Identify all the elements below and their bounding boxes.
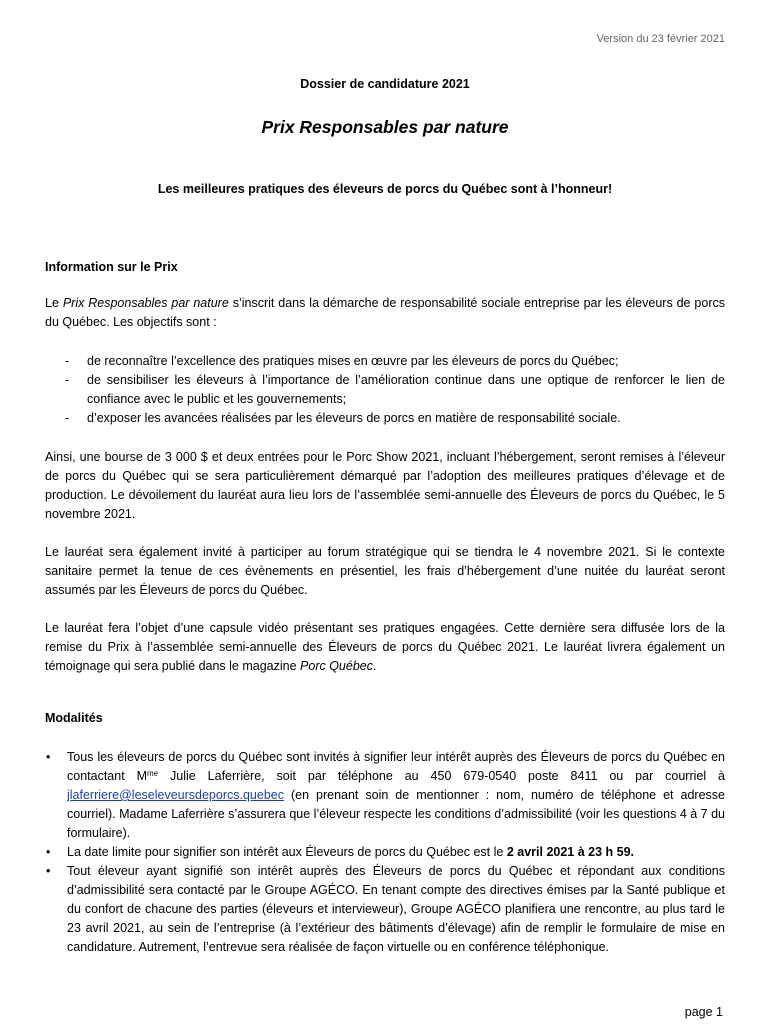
version-date: Version du 23 février 2021 [596,33,725,45]
modalites-heading: Modalités [45,711,103,725]
prize-title: Prix Responsables par nature [261,117,509,137]
info-section [45,258,725,676]
email-link[interactable]: jlaferriere@leseleveursdeporcs.quebec [67,788,284,802]
page-number: page 1 [684,1005,723,1019]
forum-paragraph: Le lauréat sera également invité à participer au forum stratégique qui se tiendra le 4 novembre 2021. Si le contexte sanitaire permet la tenue de ces évènements en présentiel, les frais d’hébergement d’une nuitée du lauréat seront assumés par les Éleveurs de porcs du Québec. [45,545,725,597]
deadline-bold: 2 avril 2021 à 23 h 59. [506,845,635,859]
list-item: • Tous les éleveurs de porcs du Québec sont invités à signifier leur intérêt auprès des Éleveurs de porcs du Québec en contactant $M^{me}$ Julie Laferrière, soit par téléphone au 450 679-0540 poste 8411 ou par courriel à jlaferriere@leseleveursdeporcs.quebec (en prenant soin de mentionner : nom, numéro de téléphone et adresse courriel). Madame Laferrière s’assurera que l’éleveur respecte les conditions d’admissibilité (voir les questions 4 à 7 du formulaire). [46,750,725,840]
objectives-list [45,352,725,428]
prize-name-italic: Prix Responsables par nature [62,296,229,310]
info-intro: Le Prix Responsables par nature s’inscrit dans la démarche de responsabilité sociale entreprise par les éleveurs de porcs du Québec. Les objectifs sont : [45,296,725,329]
magazine-name-italic: Porc Québec [300,659,373,673]
modalites-list [45,748,725,957]
modalites-section [45,709,725,957]
video-paragraph: Le lauréat fera l’objet d’une capsule vidéo présentant ses pratiques engagées. Cette dernière sera diffusée lors de la remise du Prix à l’assemblée semi-annuelle des Éleveurs de porcs du Québec 2021. Le lauréat livrera également un témoignage qui sera publié dans le magazine Porc Québec. [45,621,725,673]
list-item: - de sensibiliser les éleveurs à l’importance de l’amélioration continue dans une optique de renforcer le lien de confiance avec le public et les gouvernements; [65,373,725,406]
list-item: - de reconnaître l’excellence des pratiques mises en œuvre par les éleveurs de porcs du Québec; [65,354,619,368]
bourse-paragraph: Ainsi, une bourse de 3 000 $ et deux entrées pour le Porc Show 2021, incluant l’hébergement, seront remises à l’éleveur de porcs du Québec qui se sera particulièrement démarqué par l’adoption des meilleures pratiques d’élevage et de production. Le dévoilement du lauréat aura lieu lors de l’assemblée semi-annuelle des Éleveurs de porcs du Québec, le 5 novembre 2021. [45,450,725,521]
dossier-heading: Dossier de candidature 2021 [300,77,470,91]
info-heading: Information sur le Prix [45,260,178,274]
prize-subtitle: Les meilleures pratiques des éleveurs de porcs du Québec sont à l’honneur! [157,182,613,196]
list-item: - d’exposer les avancées réalisées par les éleveurs de porcs en matière de responsabilité sociale. [65,411,621,425]
list-item: • Tout éleveur ayant signifié son intérêt auprès des Éleveurs de porcs du Québec et répondant aux conditions d’admissibilité sera contacté par le Groupe AGÉCO. En tenant compte des directives émises par la Santé publique et du confort de chacune des parties (éleveurs et intervieweur), Groupe AGÉCO planifiera une rencontre, au plus tard le 23 avril 2021, au sein de l’entreprise (à l’extérieur des bâtiments d’élevage) afin de remplir le formulaire de mise en candidature. Autrement, l’entrevue sera réalisée de façon virtuelle ou en conférence téléphonique. [46,864,725,954]
list-item: • La date limite pour signifier son intérêt aux Éleveurs de porcs du Québec est le 2 avril 2021 à 23 h 59. [46,845,635,859]
